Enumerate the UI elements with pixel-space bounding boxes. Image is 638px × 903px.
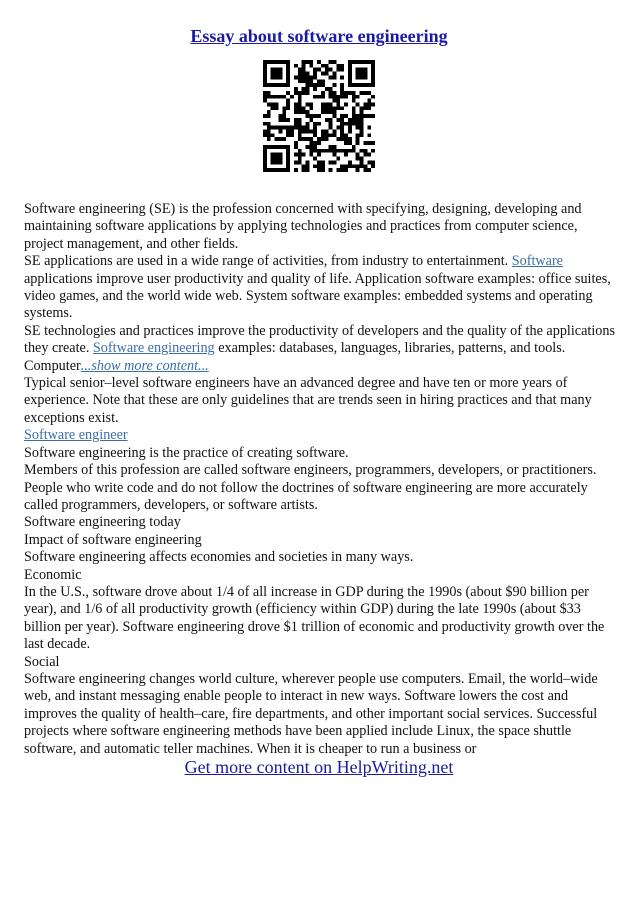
paragraph: Software engineering affects economies and societies in many ways.	[24, 549, 414, 566]
show-more-link[interactable]: ...show more content...	[80, 357, 209, 374]
software-link[interactable]: Software	[511, 253, 563, 270]
section-heading: Software engineering today	[24, 514, 181, 531]
section-heading: Economic	[24, 566, 82, 583]
paragraph: In the U.S., software drove about 1/4 of all increase in GDP during the 1990s (about $90 billion per year), and 1/6 of all productivity growth (efficiency within GDP) during the late 1990s (about $33 billion per year). Software engineering drove $1 trillion of economic and productivity growth over the last decade.	[24, 583, 605, 653]
page-title[interactable]: Essay about software engineering	[190, 26, 448, 46]
essay-body	[24, 201, 616, 758]
paragraph: SE technologies and practices improve the productivity of developers and the quality of the applications they create. Software engineering examples: databases, languages, libraries, patterns, and tools. Computer...show more content...	[24, 322, 615, 374]
software-engineer-link[interactable]: Software engineer	[24, 427, 128, 444]
section-heading: Impact of software engineering	[24, 531, 202, 548]
paragraph: Members of this profession are called software engineers, programmers, developers, or practitioners. People who write code and do not follow the doctrines of software engineering are more accurately called programmers, developers, or software artists.	[24, 462, 597, 513]
paragraph: Typical senior–level software engineers have an advanced degree and have ten or more years of experience. Note that these are only guidelines that are trends seen in hiring practices and that many exceptions exist.	[24, 375, 592, 426]
paragraph: SE applications are used in a wide range of activities, from industry to entertainment. Software applications improve user productivity and quality of life. Application software examples: office suites, video games, and the world wide web. System software examples: embedded systems and operating systems.	[24, 253, 611, 322]
paragraph: Software engineering changes world culture, wherever people use computers. Email, the world–wide web, and instant messaging enable people to interact in new ways. Software lowers the cost and improves the quality of health–care, fire departments, and other important social services. Successful projects where software engineering methods have been applied include Linux, the space shuttle software, and automatic teller machines. When it is cheaper to run a business or	[24, 670, 598, 757]
paragraph: Software engineering (SE) is the profession concerned with specifying, designing, developing and maintaining software applications by applying technologies and practices from computer science, project management, and other fields.	[24, 201, 582, 252]
footer-link[interactable]: Get more content on HelpWriting.net	[184, 757, 454, 777]
software-engineering-link[interactable]: Software engineering	[92, 340, 215, 357]
paragraph: Software engineering is the practice of creating software.	[24, 444, 349, 461]
qr-code-icon	[263, 60, 375, 172]
paragraph	[24, 427, 616, 444]
section-heading: Social	[24, 653, 60, 670]
